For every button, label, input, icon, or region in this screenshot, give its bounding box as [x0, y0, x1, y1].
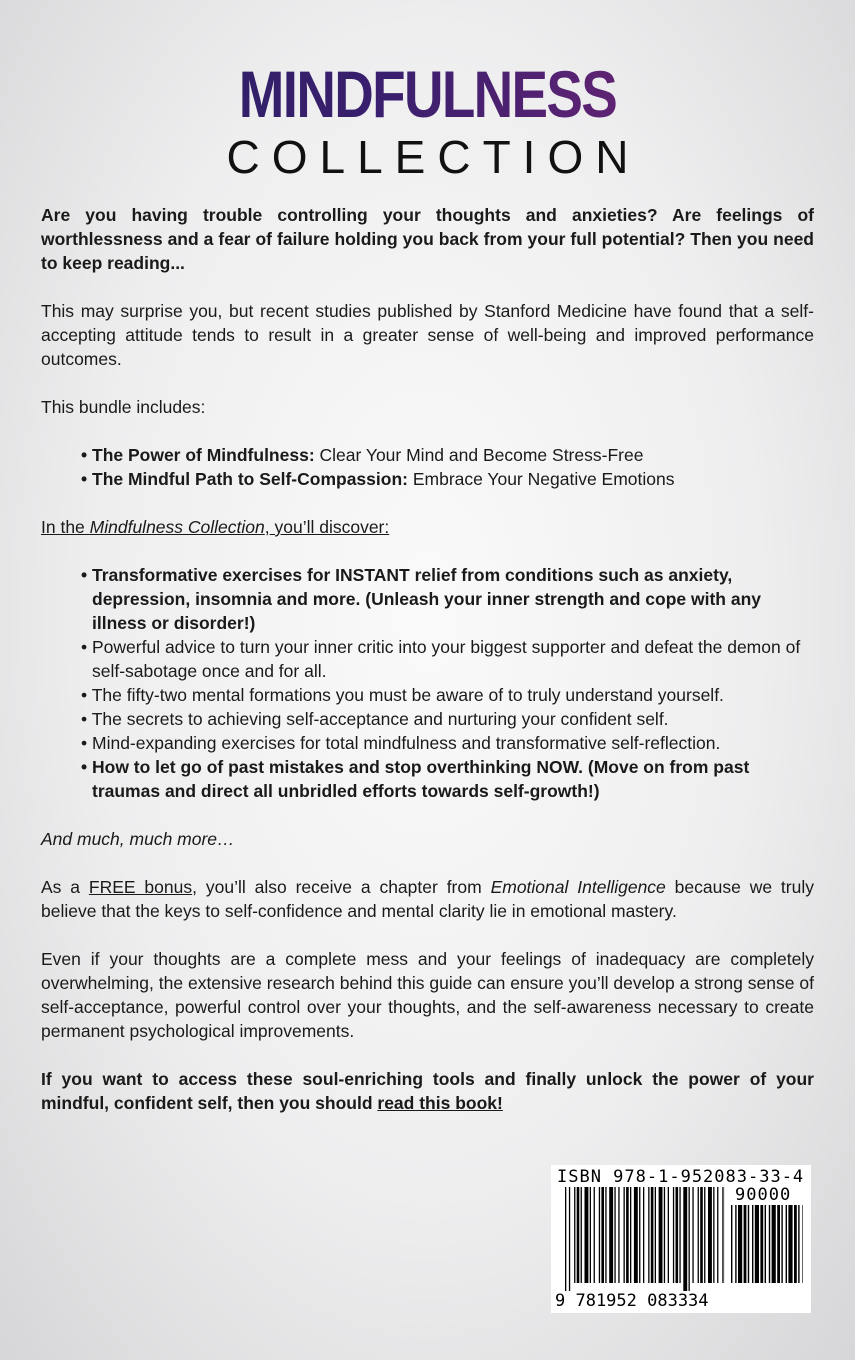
book-title: MINDFULNESS: [73, 58, 783, 130]
discover-item: • The secrets to achieving self-acceptance and nurturing your confident self.: [81, 709, 669, 729]
bundle-item-title: The Power of Mindfulness:: [92, 445, 315, 465]
bundle-item-subtitle: Embrace Your Negative Emotions: [407, 469, 675, 489]
isbn-number: ISBN 978-1-952083-33-4: [557, 1167, 805, 1187]
intro-paragraph: Are you having trouble controlling your thoughts and anxieties? Are feelings of worthlessness and a fear of failure holding you back from your full potential? Then you need to keep reading...: [41, 205, 814, 273]
discover-item: • The fifty-two mental formations you must be aware of to truly understand yourself.: [81, 685, 724, 705]
read-this-book-text: read this book!: [377, 1093, 503, 1113]
bundle-item-title: The Mindful Path to Self-Compassion:: [92, 469, 408, 489]
bundle-item-subtitle: Clear Your Mind and Become Stress-Free: [314, 445, 644, 465]
study-paragraph: This may surprise you, but recent studies published by Stanford Medicine have found that a self-accepting attitude tends to result in a greater sense of well-being and improved performance outcomes.: [41, 301, 814, 369]
bonus-book-title: Emotional Intelligence: [490, 877, 666, 897]
more-line: And much, much more…: [41, 829, 235, 849]
bundle-item: • The Mindful Path to Self-Compassion: Embrace Your Negative Emotions: [81, 469, 675, 489]
discover-item: • Transformative exercises for INSTANT relief from conditions such as anxiety, depression, insomnia and more. (Unleash your inner strength and cope with any illness or disorder!): [81, 565, 762, 633]
discover-item: • How to let go of past mistakes and stop overthinking NOW. (Move on from past traumas and direct all unbridled efforts towards self-growth!): [81, 757, 750, 801]
discover-heading: In the Mindfulness Collection, you’ll discover:: [41, 517, 390, 537]
discover-item: • Mind-expanding exercises for total mindfulness and transformative self-reflection.: [81, 733, 721, 753]
bundle-item: • The Power of Mindfulness: Clear Your Mind and Become Stress-Free: [81, 445, 644, 465]
ean-number: 9 781952 083334: [555, 1291, 709, 1311]
discover-list: [41, 563, 814, 803]
bundle-intro: This bundle includes:: [41, 397, 206, 417]
free-bonus-label: FREE bonus: [88, 877, 193, 897]
blurb-body: [41, 203, 814, 1139]
even-if-paragraph: Even if your thoughts are a complete mess and your feelings of inadequacy are completely overwhelming, the extensive research behind this guide can ensure you’ll develop a strong sense of self-acceptance, powerful control over your thoughts, and the self-awareness necessary to create permanent psychological improvements.: [41, 949, 814, 1041]
cover-header: [0, 58, 855, 182]
bonus-paragraph: As a FREE bonus, you’ll also receive a chapter from Emotional Intelligence because we truly believe that the keys to self-confidence and mental clarity lie in emotional mastery.: [41, 877, 814, 921]
cta-paragraph: If you want to access these soul-enriching tools and finally unlock the power of your mindful, confident self, then you should read this book!: [41, 1069, 814, 1113]
book-subtitle: COLLECTION: [226, 131, 641, 183]
ean-bars: [565, 1187, 725, 1291]
addon-bars: [731, 1205, 803, 1291]
bundle-list: [41, 443, 814, 491]
price-code: 90000: [735, 1185, 792, 1205]
discover-item: • Powerful advice to turn your inner critic into your biggest supporter and defeat the demon of self-sabotage once and for all.: [81, 637, 801, 681]
discover-book-title: Mindfulness Collection: [89, 517, 265, 537]
isbn-barcode: [551, 1165, 811, 1313]
